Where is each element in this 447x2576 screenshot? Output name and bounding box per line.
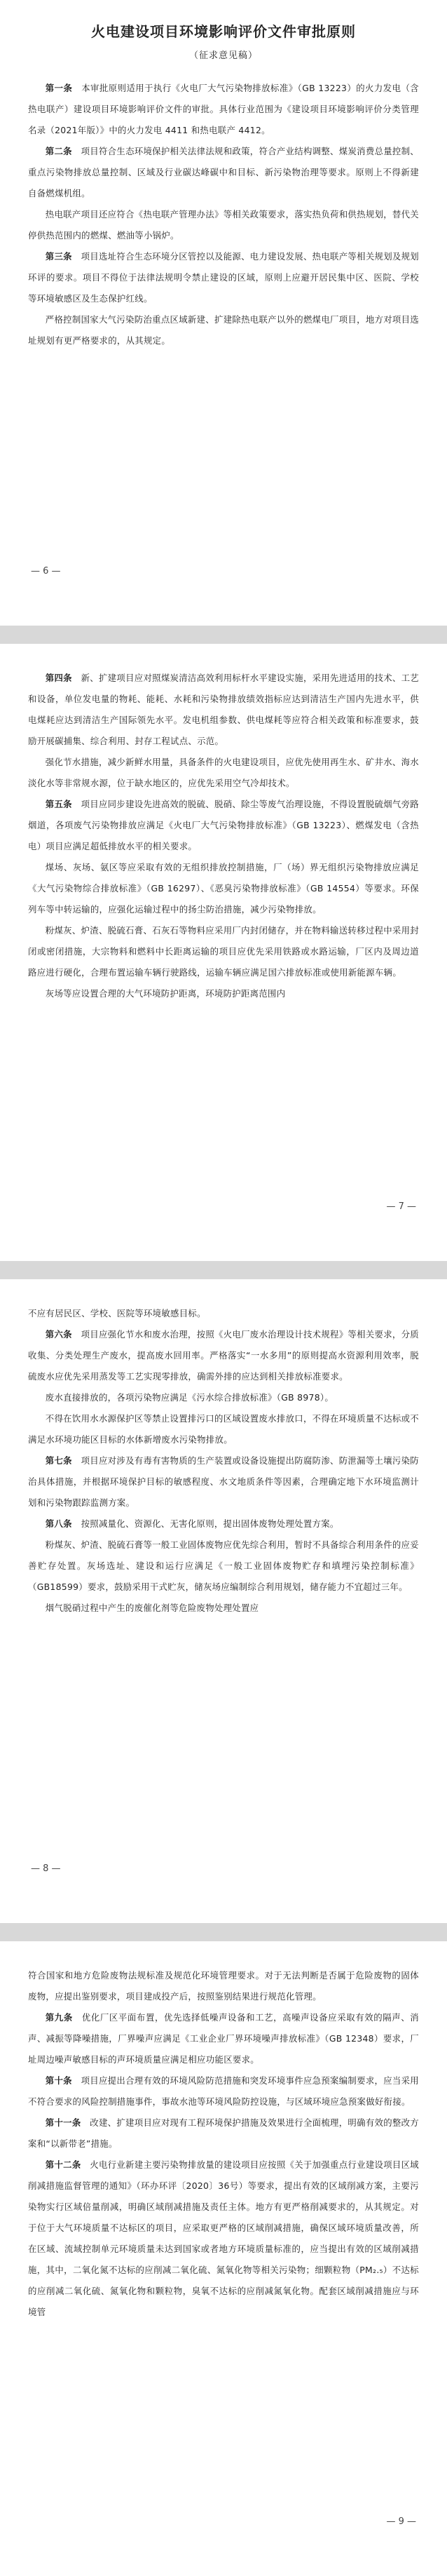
document-page-4: [0, 1941, 447, 2576]
article-label: 第七条: [45, 1455, 72, 1466]
article-label: 第十条: [45, 2075, 72, 2086]
paragraph-text: 烟气脱硝过程中产生的废催化剂等危险废物处理处置应: [45, 1603, 259, 1613]
document-page-3: [0, 1279, 447, 1923]
paragraph-text: 新、扩建项目应对照煤炭清洁高效利用标杆水平建设实施，采用先进适用的技术、工艺和设备，单位发电量的物耗、能耗、水耗和污染物排放绩效指标应达到清洁生产国内先进水平，供电煤耗应达到清洁生产国际领先水平。发电机组参数、供电煤耗等应符合相关政策和标准要求，鼓励开展碳捕集、综合利用、封存工程试点、示范。: [28, 673, 419, 746]
page-body: [28, 668, 419, 1004]
article-label: 第二条: [45, 146, 72, 156]
paragraph-text: 严格控制国家大气污染防治重点区域新建、扩建除热电联产以外的燃煤电厂项目，地方对项目选址规划有更严格要求的，从其规定。: [28, 314, 419, 346]
paragraph: [28, 1387, 419, 1408]
paragraph: [28, 983, 419, 1004]
article-label: 第三条: [45, 251, 72, 262]
paragraph-text: 强化节水措施，减少新鲜水用量，具备条件的火电建设项目，应优先使用再生水、矿井水、海水淡化水等非常规水源，位于缺水地区的，应优先采用空气冷却技术。: [28, 757, 419, 788]
paragraph-text: 灰场等应设置合理的大气环境防护距离，环境防护距离范围内: [45, 988, 286, 999]
paragraph-text: 火电行业新建主要污染物排放量的建设项目应按照《关于加强重点行业建设项目区域削减措施监督管理的通知》（环办环评〔2020〕36号）等要求，提出有效的区域削减方案，主要污染物实行区域倍量削减，明确区域削减措施及责任主体。地方有更严格削减要求的，从其规定。对于位于大气环境质量不达标区的项目，应采取更严格的区域削减措施，确保区域环境质量改善，所在区域、流域控制单元环境质量未达到国家或者地方环境质量标准的，应当提出有效的区域削减措施，其中，二氧化氮不达标的应削减二氧化硫、氮氧化物等相关污染物；细颗粒物（PM₂.₅）不达标的应削减二氧化硫、氮氧化物和颗粒物，臭氧不达标的应削减氮氧化物。配套区域削减措施应与环境管: [28, 2159, 419, 2317]
paragraph: [28, 2112, 419, 2154]
paragraph: [28, 794, 419, 857]
page-number: — 9 —: [386, 2516, 416, 2527]
document-subtitle: （征求意见稿）: [188, 50, 258, 61]
paragraph-text: 项目选址符合生态环境分区管控以及能源、电力建设发展、热电联产等相关规划及规划环评的要求。项目不得位于法律法规明令禁止建设的区域，原则上应避开居民集中区、医院、学校等环境敏感区及生态保护红线。: [28, 251, 419, 304]
document-page-1: [0, 0, 447, 626]
paragraph-text: 项目符合生态环境保护相关法律法规和政策，符合产业结构调整、煤炭消费总量控制、重点污染物排放总量控制、区域及行业碳达峰碳中和目标、新污染物治理等要求。原则上不得新建自备燃煤机组。: [28, 146, 419, 198]
paragraph-text: 废水直接排放的，各项污染物应满足《污水综合排放标准》（GB 8978）。: [45, 1392, 334, 1403]
paragraph: [28, 1408, 419, 1450]
paragraph-text: 煤场、灰场、氨区等应采取有效的无组织排放控制措施，厂（场）界无组织污染物排放应满足《大气污染物综合排放标准》（GB 16297）、《恶臭污染物排放标准》（GB 14554）等要求。环保列车等中转运输的，应强化运输过程中的扬尘防治措施，减少污染物排放。: [28, 862, 419, 915]
paragraph: [28, 309, 419, 351]
paragraph-text: 优化厂区平面布置，优先选择低噪声设备和工艺，高噪声设备应采取有效的隔声、消声、减振等降噪措施，厂界噪声应满足《工业企业厂界环境噪声排放标准》（GB 12348）要求，厂址周边噪声敏感目标的声环境质量应满足相应功能区要求。: [28, 2012, 419, 2065]
paragraph: [28, 2007, 419, 2070]
paragraph: [28, 1450, 419, 1513]
paragraph: [28, 2154, 419, 2323]
paragraph-text: 不应有居民区、学校、医院等环境敏感目标。: [28, 1308, 206, 1319]
paragraph-text: 项目应对涉及有毒有害物质的生产装置或设备设施提出防腐防渗、防泄漏等土壤污染防治具体措施，并根据环境保护目标的敏感程度、水文地质条件等因素，合理确定地下水环境监测计划和污染物跟踪监测方案。: [28, 1455, 419, 1508]
paragraph: [28, 668, 419, 752]
article-label: 第九条: [45, 2012, 73, 2023]
paragraph: [28, 920, 419, 983]
paragraph-text: 粉煤灰、炉渣、脱硫石膏、石灰石等物料应采用厂内封闭储存，并在物料输送转移过程中采用封闭或密闭措施，大宗物料和燃料中长距离运输的项目应优先采用铁路或水路运输，厂区内及周边道路应进行硬化，合理布置运输车辆行驶路线，运输车辆应满足国六排放标准或使用新能源车辆。: [28, 925, 419, 978]
paragraph-text: 热电联产项目还应符合《热电联产管理办法》等相关政策要求，落实热负荷和供热规划，替代关停供热范围内的燃煤、燃油等小锅炉。: [28, 209, 419, 241]
paragraph-text: 不得在饮用水水源保护区等禁止设置排污口的区域设置废水排放口，不得在环境质量不达标或不满足水环境功能区目标的水体新增废水污染物排放。: [28, 1413, 419, 1445]
paragraph: [28, 1303, 419, 1324]
paragraph-text: 符合国家和地方危险废物法规标准及规范化环境管理要求。对于无法判断是否属于危险废物的固体废物，应提出鉴别要求，项目建成投产后，按照鉴别结果进行规范化管理。: [28, 1970, 419, 2002]
paragraph-text: 粉煤灰、炉渣、脱硫石膏等一般工业固体废物应优先综合利用，暂时不具备综合利用条件的应妥善贮存处置。灰场选址、建设和运行应满足《一般工业固体废物贮存和填埋污染控制标准》（GB18599）要求，鼓励采用干式贮灰，储灰场应编制综合利用规划，储存能力不宜超过三年。: [28, 1539, 419, 1592]
paragraph-text: 项目应提出合理有效的环境风险防范措施和突发环境事件应急预案编制要求，应当采用不符合要求的风险控制措施事件，事故水池等环境风险防控设施，与区域环境应急预案做好衔接。: [28, 2075, 419, 2107]
article-label: 第六条: [45, 1329, 72, 1340]
page-body: [28, 1303, 419, 1619]
page-body: [28, 1965, 419, 2323]
document-page-2: [0, 644, 447, 1261]
article-label: 第十一条: [45, 2117, 81, 2128]
page-body: [28, 78, 419, 351]
paragraph-text: 项目应强化节水和废水治理，按照《火电厂废水治理设计技术规程》等相关要求，分质收集、分类处理生产废水，提高废水回用率。严格落实“一水多用”的原则提高水资源利用效率，脱硫废水应优先采用蒸发等工艺实现零排放，确需外排的应达到相关排放标准要求。: [28, 1329, 419, 1382]
paragraph: [28, 141, 419, 204]
paragraph: [28, 857, 419, 920]
article-label: 第八条: [45, 1518, 72, 1529]
paragraph: [28, 1598, 419, 1619]
paragraph: [28, 78, 419, 141]
paragraph: [28, 1535, 419, 1598]
article-label: 第十二条: [45, 2159, 81, 2170]
paragraph: [28, 752, 419, 794]
article-label: 第一条: [45, 83, 73, 93]
page-number: — 6 —: [31, 566, 61, 576]
paragraph: [28, 2070, 419, 2112]
paragraph: [28, 1324, 419, 1387]
paragraph: [28, 1965, 419, 2007]
page-number: — 8 —: [31, 1863, 61, 1874]
paragraph: [28, 1513, 419, 1535]
document-title: 火电建设项目环境影响评价文件审批原则: [91, 23, 356, 40]
article-label: 第四条: [45, 673, 72, 683]
paragraph-text: 改建、扩建项目应对现有工程环境保护措施及效果进行全面梳理，明确有效的整改方案和“以新带老”措施。: [28, 2117, 419, 2149]
article-label: 第五条: [45, 799, 72, 809]
paragraph: [28, 204, 419, 246]
paragraph-text: 按照减量化、资源化、无害化原则，提出固体废物处理处置方案。: [81, 1518, 339, 1529]
paragraph-text: 本审批原则适用于执行《火电厂大气污染物排放标准》（GB 13223）的火力发电（含热电联产）建设项目环境影响评价文件的审批。具体行业范围为《建设项目环境影响评价分类管理名录（2021年版）》中的火力发电 4411 和热电联产 4412。: [28, 83, 419, 135]
paragraph-text: 项目应同步建设先进高效的脱硫、脱硝、除尘等废气治理设施，不得设置脱硫烟气旁路烟道，各项废气污染物排放应满足《火电厂大气污染物排放标准》（GB 13223）、燃煤发电（含热电）项目应满足超低排放水平的相关要求。: [28, 799, 419, 851]
page-number: — 7 —: [386, 1201, 416, 1212]
paragraph: [28, 246, 419, 309]
